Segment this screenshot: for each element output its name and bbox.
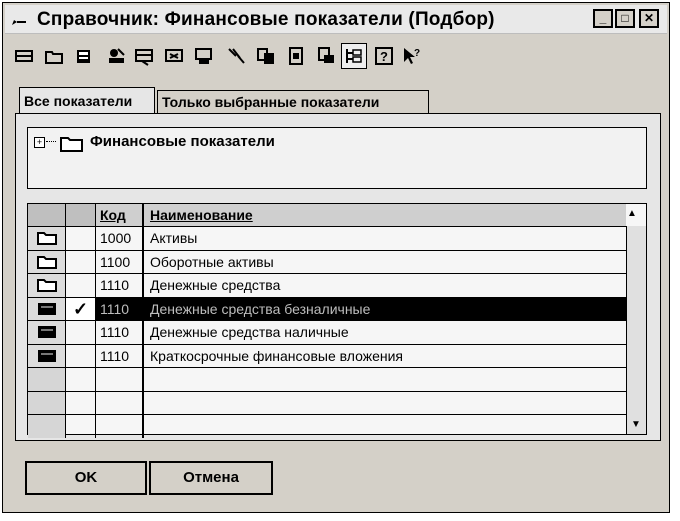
document-icon[interactable]: [283, 43, 309, 69]
new-folder-icon[interactable]: [41, 43, 67, 69]
table-row[interactable]: [28, 320, 646, 344]
tree-view[interactable]: [27, 127, 647, 189]
row-code: 1110: [96, 274, 144, 297]
minimize-button[interactable]: _: [593, 9, 613, 28]
system-menu-icon[interactable]: [11, 13, 27, 27]
close-button[interactable]: ✕: [639, 9, 659, 28]
new-item-icon[interactable]: [11, 43, 37, 69]
tree-expander[interactable]: +: [34, 137, 45, 148]
row-code: 1100: [96, 251, 144, 274]
table-row-selected[interactable]: [28, 297, 646, 321]
column-header-name[interactable]: Наименование: [144, 204, 626, 226]
row-name: Оборотные активы: [150, 253, 274, 270]
row-name: Денежные средства наличные: [150, 324, 349, 340]
table-row[interactable]: [28, 226, 646, 250]
delete-item-icon[interactable]: [191, 43, 217, 69]
row-code: 1110: [96, 298, 144, 321]
svg-text:?: ?: [413, 48, 421, 59]
column-header-code[interactable]: Код: [96, 204, 144, 226]
column-header-icon[interactable]: [28, 204, 66, 226]
row-name: Денежные средства: [150, 277, 281, 293]
help-icon[interactable]: [371, 43, 397, 69]
scroll-down-icon[interactable]: ▼: [631, 419, 641, 430]
row-check[interactable]: [66, 251, 96, 274]
svg-text:?: ?: [380, 49, 388, 64]
copy-icon[interactable]: [253, 43, 279, 69]
row-check[interactable]: [66, 227, 96, 250]
tree-view-icon[interactable]: [341, 43, 367, 69]
table-row[interactable]: [28, 273, 646, 297]
cancel-button[interactable]: Отмена: [149, 461, 273, 495]
folder-open-icon: [37, 278, 57, 292]
element-icon: [37, 302, 57, 316]
context-help-icon[interactable]: [399, 43, 425, 69]
tab-strip: [19, 87, 659, 113]
row-check[interactable]: [66, 321, 96, 344]
table-row-empty: [28, 414, 646, 438]
indicators-table: [27, 203, 647, 435]
row-code: 1110: [96, 321, 144, 344]
row-code: 1110: [96, 345, 144, 368]
row-name: Активы: [150, 230, 198, 246]
tree-node-financial-indicators[interactable]: Финансовые показатели: [90, 133, 275, 150]
table-row-empty: [28, 367, 646, 391]
folder-open-icon: [37, 255, 57, 269]
tree-connector: [46, 141, 56, 142]
table-header: [28, 204, 646, 226]
window-title: Справочник: Финансовые показатели (Подбор): [37, 9, 495, 30]
tab-all-indicators[interactable]: Все показатели: [19, 87, 155, 113]
select-icon[interactable]: [223, 43, 249, 69]
vertical-scrollbar[interactable]: [626, 226, 646, 434]
table-row[interactable]: [28, 344, 646, 368]
edit-item-icon[interactable]: [103, 43, 129, 69]
folder-icon: [60, 134, 84, 152]
ok-button[interactable]: OK: [25, 461, 147, 495]
row-check[interactable]: [66, 345, 96, 368]
column-header-check[interactable]: [66, 204, 96, 226]
row-name: Денежные средства безналичные: [144, 298, 626, 321]
dialog-window: [2, 2, 670, 513]
row-code: 1000: [96, 227, 144, 250]
element-icon: [37, 349, 57, 363]
table-row-empty: [28, 391, 646, 415]
move-item-icon[interactable]: [161, 43, 187, 69]
folder-open-icon: [37, 231, 57, 245]
toolbar: [11, 41, 661, 75]
tab-selected-only[interactable]: Только выбранные показатели: [157, 90, 429, 113]
element-icon: [37, 325, 57, 339]
row-check[interactable]: ✓: [66, 298, 96, 321]
sort-up-icon[interactable]: ▲: [627, 208, 637, 219]
row-check[interactable]: [66, 274, 96, 297]
edit-table-icon[interactable]: [131, 43, 157, 69]
maximize-button[interactable]: □: [615, 9, 635, 28]
title-bar[interactable]: [5, 5, 667, 34]
print-icon[interactable]: [313, 43, 339, 69]
row-name: Краткосрочные финансовые вложения: [150, 347, 403, 364]
copy-item-icon[interactable]: [71, 43, 97, 69]
table-rows: [28, 226, 646, 438]
table-row[interactable]: [28, 250, 646, 274]
